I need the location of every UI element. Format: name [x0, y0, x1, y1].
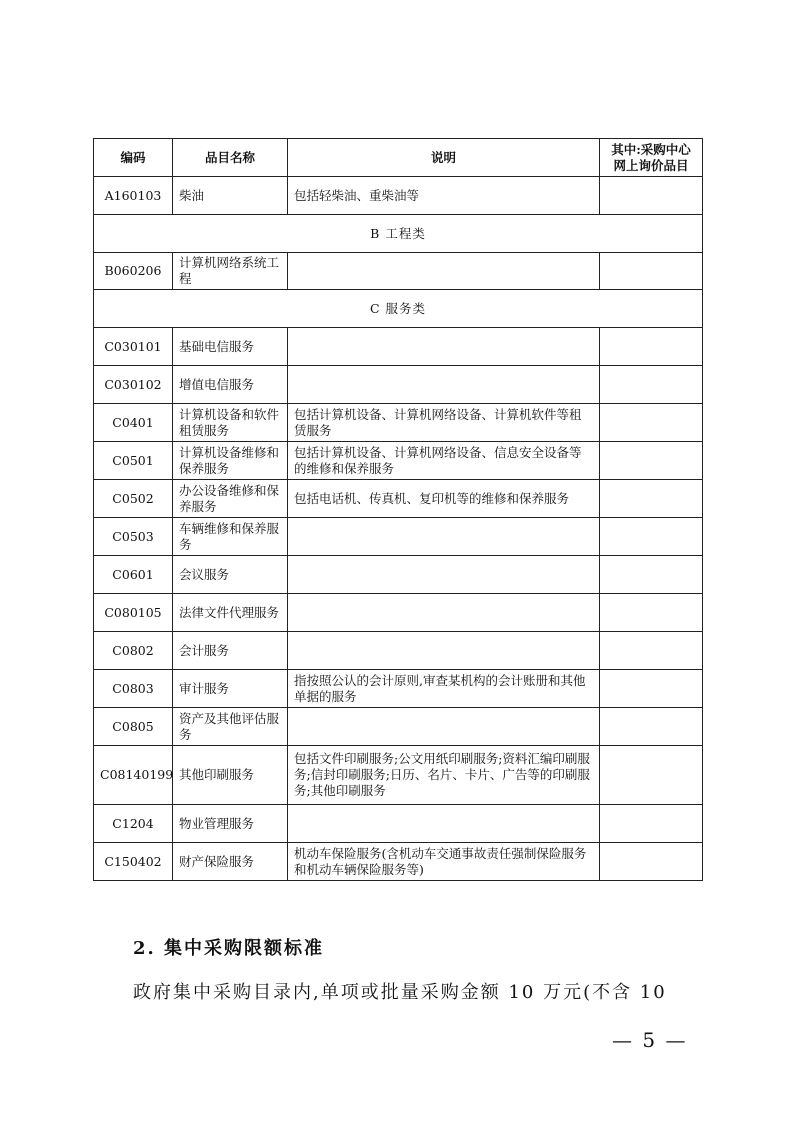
online-inquiry-cell: [600, 746, 703, 805]
table-row: [94, 328, 703, 366]
code-cell: C0803: [94, 670, 173, 708]
code-cell: C0401: [94, 404, 173, 442]
online-inquiry-cell: [600, 177, 703, 215]
table-row: [94, 480, 703, 518]
table-row: [94, 632, 703, 670]
online-inquiry-cell: [600, 632, 703, 670]
description-cell: 机动车保险服务(含机动车交通事故责任强制保险服务和机动车辆保险服务等): [288, 843, 600, 881]
online-inquiry-cell: [600, 843, 703, 881]
section-row: [94, 290, 703, 328]
code-cell: C030102: [94, 366, 173, 404]
code-cell: C0501: [94, 442, 173, 480]
online-inquiry-cell: [600, 253, 703, 290]
description-cell: 指按照公认的会计原则,审查某机构的会计账册和其他单据的服务: [288, 670, 600, 708]
online-inquiry-cell: [600, 480, 703, 518]
description-cell: [288, 518, 600, 556]
description-cell: [288, 805, 600, 843]
description-cell: [288, 632, 600, 670]
description-cell: [288, 708, 600, 746]
online-inquiry-cell: [600, 404, 703, 442]
code-cell: C150402: [94, 843, 173, 881]
table-row: [94, 404, 703, 442]
name-cell: 法律文件代理服务: [173, 594, 288, 632]
table-row: [94, 518, 703, 556]
table-row: [94, 708, 703, 746]
page-number: — 5 —: [612, 1028, 688, 1052]
code-cell: C0601: [94, 556, 173, 594]
name-cell: 办公设备维修和保养服务: [173, 480, 288, 518]
section-heading: 2. 集中采购限额标准: [133, 938, 325, 959]
online-inquiry-cell: [600, 670, 703, 708]
table-row: [94, 177, 703, 215]
code-cell: C0802: [94, 632, 173, 670]
name-cell: 物业管理服务: [173, 805, 288, 843]
code-cell: C0805: [94, 708, 173, 746]
table-row: [94, 442, 703, 480]
code-cell: A160103: [94, 177, 173, 215]
table-row: [94, 843, 703, 881]
online-inquiry-cell: [600, 366, 703, 404]
header-code: 编码: [94, 139, 173, 177]
name-cell: 审计服务: [173, 670, 288, 708]
name-cell: 会议服务: [173, 556, 288, 594]
name-cell: 资产及其他评估服务: [173, 708, 288, 746]
table-row: [94, 253, 703, 290]
table-header-row: [94, 139, 703, 177]
table-row: [94, 670, 703, 708]
name-cell: 计算机网络系统工程: [173, 253, 288, 290]
procurement-catalog-table: [93, 138, 703, 881]
description-cell: 包括轻柴油、重柴油等: [288, 177, 600, 215]
body-paragraph: 政府集中采购目录内,单项或批量采购金额 10 万元(不含 10: [133, 982, 667, 1003]
description-cell: [288, 556, 600, 594]
online-inquiry-cell: [600, 556, 703, 594]
description-cell: [288, 594, 600, 632]
header-online-inquiry: 其中:采购中心网上询价品目: [600, 139, 703, 177]
description-cell: 包括计算机设备、计算机网络设备、计算机软件等租赁服务: [288, 404, 600, 442]
code-cell: C030101: [94, 328, 173, 366]
online-inquiry-cell: [600, 594, 703, 632]
name-cell: 计算机设备和软件租赁服务: [173, 404, 288, 442]
code-cell: C08140199: [94, 746, 173, 805]
description-cell: 包括电话机、传真机、复印机等的维修和保养服务: [288, 480, 600, 518]
code-cell: C0502: [94, 480, 173, 518]
table-row: [94, 746, 703, 805]
name-cell: 会计服务: [173, 632, 288, 670]
online-inquiry-cell: [600, 805, 703, 843]
header-item-name: 品目名称: [173, 139, 288, 177]
name-cell: 其他印刷服务: [173, 746, 288, 805]
online-inquiry-cell: [600, 442, 703, 480]
code-cell: C1204: [94, 805, 173, 843]
code-cell: C080105: [94, 594, 173, 632]
description-cell: 包括文件印刷服务;公文用纸印刷服务;资料汇编印刷服务;信封印刷服务;日历、名片、卡片、广告等的印刷服务;其他印刷服务: [288, 746, 600, 805]
description-cell: [288, 366, 600, 404]
description-cell: [288, 328, 600, 366]
section-row: [94, 215, 703, 253]
online-inquiry-cell: [600, 328, 703, 366]
section-title: B 工程类: [94, 215, 703, 253]
table-row: [94, 805, 703, 843]
description-cell: 包括计算机设备、计算机网络设备、信息安全设备等的维修和保养服务: [288, 442, 600, 480]
table-row: [94, 366, 703, 404]
name-cell: 计算机设备维修和保养服务: [173, 442, 288, 480]
table-row: [94, 594, 703, 632]
name-cell: 财产保险服务: [173, 843, 288, 881]
name-cell: 基础电信服务: [173, 328, 288, 366]
online-inquiry-cell: [600, 708, 703, 746]
table-row: [94, 556, 703, 594]
header-description: 说明: [288, 139, 600, 177]
section-title: C 服务类: [94, 290, 703, 328]
code-cell: B060206: [94, 253, 173, 290]
online-inquiry-cell: [600, 518, 703, 556]
name-cell: 柴油: [173, 177, 288, 215]
code-cell: C0503: [94, 518, 173, 556]
description-cell: [288, 253, 600, 290]
name-cell: 增值电信服务: [173, 366, 288, 404]
name-cell: 车辆维修和保养服务: [173, 518, 288, 556]
